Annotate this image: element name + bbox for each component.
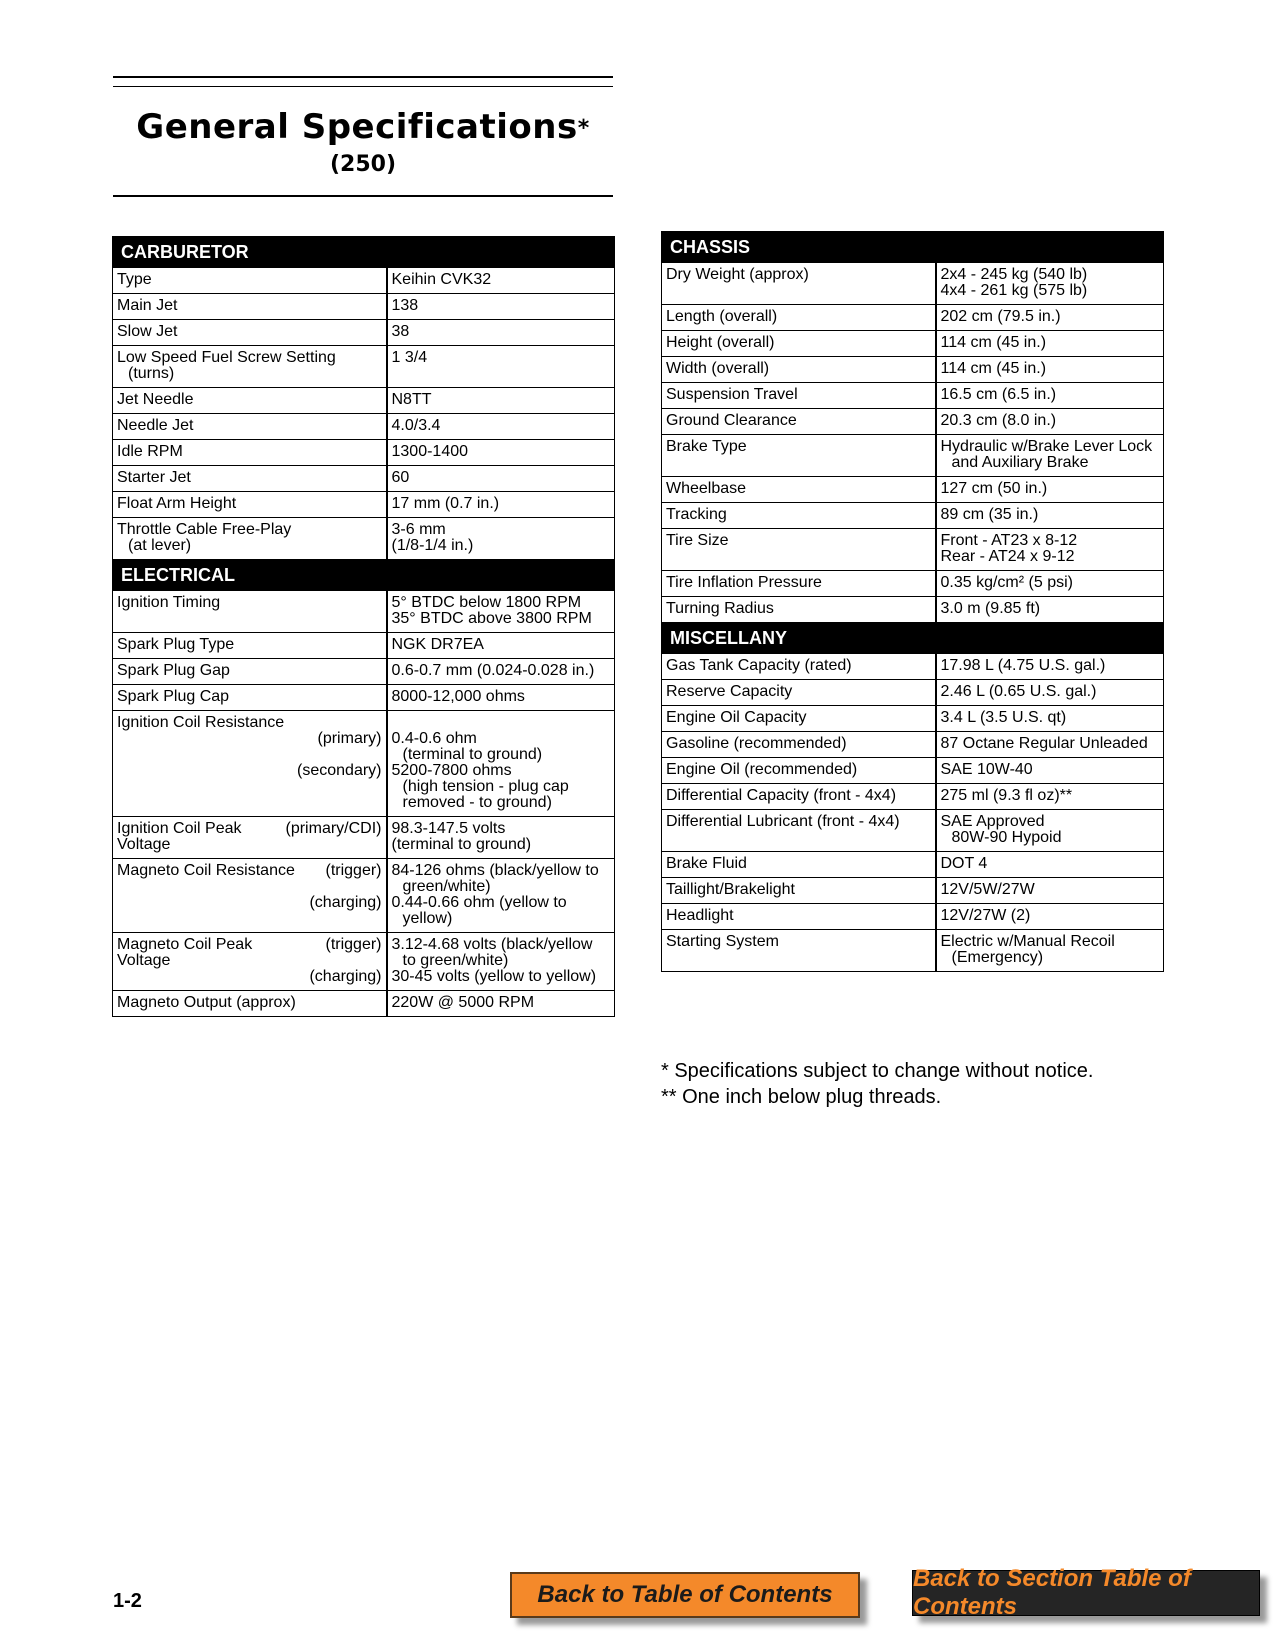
spec-label: Differential Capacity (front - 4x4) — [662, 784, 936, 810]
spec-value — [387, 817, 615, 859]
spec-label-line: (primary) — [317, 730, 382, 747]
table-row — [113, 685, 615, 711]
spec-label: Starting System — [662, 930, 936, 972]
section-header-electrical — [113, 560, 615, 591]
spec-label-text: Ignition Coil Peak — [117, 820, 242, 837]
spec-label-qualifier: (trigger) — [325, 862, 382, 879]
spec-label: Tire Size — [662, 529, 936, 571]
title-block — [113, 76, 613, 197]
table-row — [662, 357, 1164, 383]
spec-label: Differential Lubricant (front - 4x4) — [662, 810, 936, 852]
table-row — [662, 305, 1164, 331]
spec-value: 38 — [387, 320, 615, 346]
table-row — [662, 732, 1164, 758]
table-row — [113, 518, 615, 560]
spec-label: Engine Oil Capacity — [662, 706, 936, 732]
spec-label — [113, 933, 387, 991]
spec-value-line: (Emergency) — [951, 949, 1044, 966]
spec-value-line: to green/white) — [402, 952, 509, 969]
spec-label: Type — [113, 268, 387, 294]
spec-value — [936, 529, 1164, 571]
spec-value: 87 Octane Regular Unleaded — [936, 732, 1164, 758]
spec-label: Headlight — [662, 904, 936, 930]
spec-value: 220W @ 5000 RPM — [387, 991, 615, 1017]
table-row — [662, 904, 1164, 930]
spec-value: 4.0/3.4 — [387, 414, 615, 440]
spec-label-line: Voltage — [117, 836, 171, 853]
section-title-electrical: ELECTRICAL — [113, 560, 615, 591]
spec-value: 3.4 L (3.5 U.S. qt) — [936, 706, 1164, 732]
spec-label-line: (turns) — [128, 365, 175, 382]
page-subtitle: (250) — [329, 152, 397, 177]
table-row — [662, 409, 1164, 435]
table-row — [662, 706, 1164, 732]
table-row — [113, 817, 615, 859]
spec-value — [387, 591, 615, 633]
spec-value: N8TT — [387, 388, 615, 414]
spec-label-line — [117, 937, 382, 953]
title-asterisk: * — [577, 116, 590, 141]
spec-value: 1300-1400 — [387, 440, 615, 466]
spec-label: Ignition Timing — [113, 591, 387, 633]
table-row — [662, 383, 1164, 409]
spec-label: Brake Fluid — [662, 852, 936, 878]
spec-label: Suspension Travel — [662, 383, 936, 409]
back-to-section-toc-button[interactable] — [912, 1565, 1260, 1620]
spec-value-line: Electric w/Manual Recoil — [940, 933, 1115, 950]
spec-label-qualifier: (primary/CDI) — [285, 820, 382, 837]
spec-label: Wheelbase — [662, 477, 936, 503]
spec-value — [936, 810, 1164, 852]
spec-label-line: (at lever) — [128, 537, 192, 554]
table-row — [662, 435, 1164, 477]
chassis-miscellany-table — [661, 231, 1164, 972]
spec-value-line: 3-6 mm — [391, 521, 446, 538]
spec-label-line: (charging) — [309, 894, 382, 911]
spec-label: Tire Inflation Pressure — [662, 571, 936, 597]
back-to-toc-button[interactable] — [510, 1572, 860, 1618]
spec-value — [936, 435, 1164, 477]
table-row — [113, 859, 615, 933]
table-row — [662, 331, 1164, 357]
spec-label-text: Magneto Coil Peak — [117, 936, 253, 953]
table-row — [113, 268, 615, 294]
spec-label-line: (secondary) — [297, 762, 382, 779]
section-title-carburetor: CARBURETOR — [113, 237, 615, 268]
spec-label: Length (overall) — [662, 305, 936, 331]
spec-value-line: removed - to ground) — [402, 794, 552, 811]
spec-label — [113, 518, 387, 560]
spec-value-line: 80W-90 Hypoid — [951, 829, 1062, 846]
spec-label-line: (charging) — [309, 968, 382, 985]
table-row — [113, 388, 615, 414]
table-row — [113, 320, 615, 346]
spec-label: Dry Weight (approx) — [662, 263, 936, 305]
spec-value: Keihin CVK32 — [387, 268, 615, 294]
title-rule-bottom — [113, 195, 613, 197]
spec-value-line: Rear - AT24 x 9-12 — [940, 548, 1075, 565]
section-header-carburetor — [113, 237, 615, 268]
spec-value-line: (1/8-1/4 in.) — [391, 537, 474, 554]
table-row — [113, 933, 615, 991]
spec-label: Height (overall) — [662, 331, 936, 357]
spec-value: 60 — [387, 466, 615, 492]
spec-value-line: 0.4-0.6 ohm — [391, 730, 477, 747]
spec-value: 89 cm (35 in.) — [936, 503, 1164, 529]
spec-value-line: 0.44-0.66 ohm (yellow to — [391, 894, 567, 911]
spec-label: Brake Type — [662, 435, 936, 477]
spec-value-line: (high tension - plug cap — [402, 778, 569, 795]
table-row — [113, 294, 615, 320]
page-title — [113, 107, 613, 147]
spec-value-line: Front - AT23 x 8-12 — [940, 532, 1078, 549]
spec-label: Gasoline (recommended) — [662, 732, 936, 758]
spec-label — [113, 711, 387, 817]
spec-label: Needle Jet — [113, 414, 387, 440]
spec-value: 2.46 L (0.65 U.S. gal.) — [936, 680, 1164, 706]
section-header-miscellany — [662, 623, 1164, 654]
table-row — [662, 503, 1164, 529]
spec-label-line: Ignition Coil Resistance — [117, 714, 285, 731]
spec-label-line: Throttle Cable Free-Play — [117, 521, 292, 538]
spec-value-line: 30-45 volts (yellow to yellow) — [391, 968, 597, 985]
spec-label: Width (overall) — [662, 357, 936, 383]
spec-label: Reserve Capacity — [662, 680, 936, 706]
spec-label: Spark Plug Type — [113, 633, 387, 659]
spec-label: Tracking — [662, 503, 936, 529]
spec-label — [113, 346, 387, 388]
spec-label: Starter Jet — [113, 466, 387, 492]
page-number: 1-2 — [113, 1590, 142, 1612]
spec-value: 16.5 cm (6.5 in.) — [936, 383, 1164, 409]
spec-label: Gas Tank Capacity (rated) — [662, 654, 936, 680]
table-row — [113, 633, 615, 659]
table-row — [113, 346, 615, 388]
spec-value-line: yellow) — [402, 910, 453, 927]
spec-value: 12V/27W (2) — [936, 904, 1164, 930]
spec-label-text: Magneto Coil Resistance — [117, 862, 295, 879]
table-row — [113, 466, 615, 492]
spec-value: NGK DR7EA — [387, 633, 615, 659]
spec-value: 17 mm (0.7 in.) — [387, 492, 615, 518]
spec-value — [387, 518, 615, 560]
spec-label — [113, 817, 387, 859]
spec-label: Ground Clearance — [662, 409, 936, 435]
spec-value: 0.35 kg/cm² (5 psi) — [936, 571, 1164, 597]
spacer — [117, 747, 382, 763]
spec-label: Main Jet — [113, 294, 387, 320]
spec-value: 8000-12,000 ohms — [387, 685, 615, 711]
footnote-specs: * Specifications subject to change without notice. — [661, 1060, 1094, 1082]
spec-label: Spark Plug Cap — [113, 685, 387, 711]
spec-value-line: SAE Approved — [940, 813, 1045, 830]
spec-value-line: 2x4 - 245 kg (540 lb) — [940, 266, 1088, 283]
spec-value-line: green/white) — [402, 878, 491, 895]
spec-label-line — [117, 863, 382, 879]
spec-value: DOT 4 — [936, 852, 1164, 878]
section-header-chassis — [662, 232, 1164, 263]
table-row — [662, 784, 1164, 810]
back-to-toc-label: Back to Table of Contents — [537, 1581, 833, 1608]
table-row — [662, 263, 1164, 305]
table-row — [662, 477, 1164, 503]
spec-label-qualifier: (trigger) — [325, 936, 382, 953]
table-row — [662, 852, 1164, 878]
spec-label: Engine Oil (recommended) — [662, 758, 936, 784]
table-row — [662, 571, 1164, 597]
spec-label: Float Arm Height — [113, 492, 387, 518]
spec-value: 17.98 L (4.75 U.S. gal.) — [936, 654, 1164, 680]
spec-value — [387, 711, 615, 817]
spec-value-line: 35° BTDC above 3800 RPM — [391, 610, 592, 627]
spec-value: 202 cm (79.5 in.) — [936, 305, 1164, 331]
table-row — [113, 711, 615, 817]
spec-label: Slow Jet — [113, 320, 387, 346]
spec-label-line: Low Speed Fuel Screw Setting — [117, 349, 336, 366]
footnote-plug-threads: ** One inch below plug threads. — [661, 1086, 942, 1108]
spec-value: 3.0 m (9.85 ft) — [936, 597, 1164, 623]
spec-value-line: (terminal to ground) — [391, 836, 532, 853]
spec-label: Jet Needle — [113, 388, 387, 414]
spec-value-line: 84-126 ohms (black/yellow to — [391, 862, 599, 879]
spec-value-line: 5200-7800 ohms — [391, 762, 512, 779]
spec-value — [387, 859, 615, 933]
section-title-chassis: CHASSIS — [662, 232, 1164, 263]
table-row — [662, 597, 1164, 623]
spec-value: 114 cm (45 in.) — [936, 357, 1164, 383]
spec-value — [387, 933, 615, 991]
spec-label: Turning Radius — [662, 597, 936, 623]
section-title-miscellany: MISCELLANY — [662, 623, 1164, 654]
spec-label: Magneto Output (approx) — [113, 991, 387, 1017]
table-row — [113, 440, 615, 466]
spec-value: 275 ml (9.3 fl oz)** — [936, 784, 1164, 810]
spec-value: 1 3/4 — [387, 346, 615, 388]
spec-value-line: and Auxiliary Brake — [951, 454, 1089, 471]
spec-value: 0.6-0.7 mm (0.024-0.028 in.) — [387, 659, 615, 685]
spec-value: 12V/5W/27W — [936, 878, 1164, 904]
spec-value-line: (terminal to ground) — [402, 746, 543, 763]
spec-value: 20.3 cm (8.0 in.) — [936, 409, 1164, 435]
spec-value-line: 3.12-4.68 volts (black/yellow — [391, 936, 593, 953]
back-to-section-toc-label: Back to Section Table of Contents — [913, 1565, 1191, 1620]
carburetor-electrical-table — [112, 236, 615, 1017]
table-row — [662, 930, 1164, 972]
spacer — [117, 879, 382, 895]
spec-value: SAE 10W-40 — [936, 758, 1164, 784]
table-row — [662, 680, 1164, 706]
table-row — [662, 810, 1164, 852]
table-row — [113, 659, 615, 685]
table-row — [662, 654, 1164, 680]
footnotes — [661, 1058, 1093, 1110]
spec-value-line: 98.3-147.5 volts — [391, 820, 506, 837]
spec-value — [936, 263, 1164, 305]
spacer — [392, 715, 611, 731]
spec-value-line: 4x4 - 261 kg (575 lb) — [940, 282, 1088, 299]
page-title-text: General Specifications — [136, 107, 578, 147]
spec-value: 114 cm (45 in.) — [936, 331, 1164, 357]
table-row — [113, 591, 615, 633]
spec-label: Taillight/Brakelight — [662, 878, 936, 904]
spec-value-line: 5° BTDC below 1800 RPM — [391, 594, 582, 611]
spec-value: 138 — [387, 294, 615, 320]
table-row — [662, 878, 1164, 904]
table-row — [113, 414, 615, 440]
spec-label: Idle RPM — [113, 440, 387, 466]
table-row — [113, 991, 615, 1017]
table-row — [113, 492, 615, 518]
spec-value-line: Hydraulic w/Brake Lever Lock — [940, 438, 1153, 455]
table-row — [662, 758, 1164, 784]
table-row — [662, 529, 1164, 571]
spec-label: Spark Plug Gap — [113, 659, 387, 685]
spec-label — [113, 859, 387, 933]
spec-value — [936, 930, 1164, 972]
spec-value: 127 cm (50 in.) — [936, 477, 1164, 503]
spec-label-line — [117, 821, 382, 837]
title-rule-top — [113, 76, 613, 87]
spec-label-line: Voltage — [117, 952, 171, 969]
